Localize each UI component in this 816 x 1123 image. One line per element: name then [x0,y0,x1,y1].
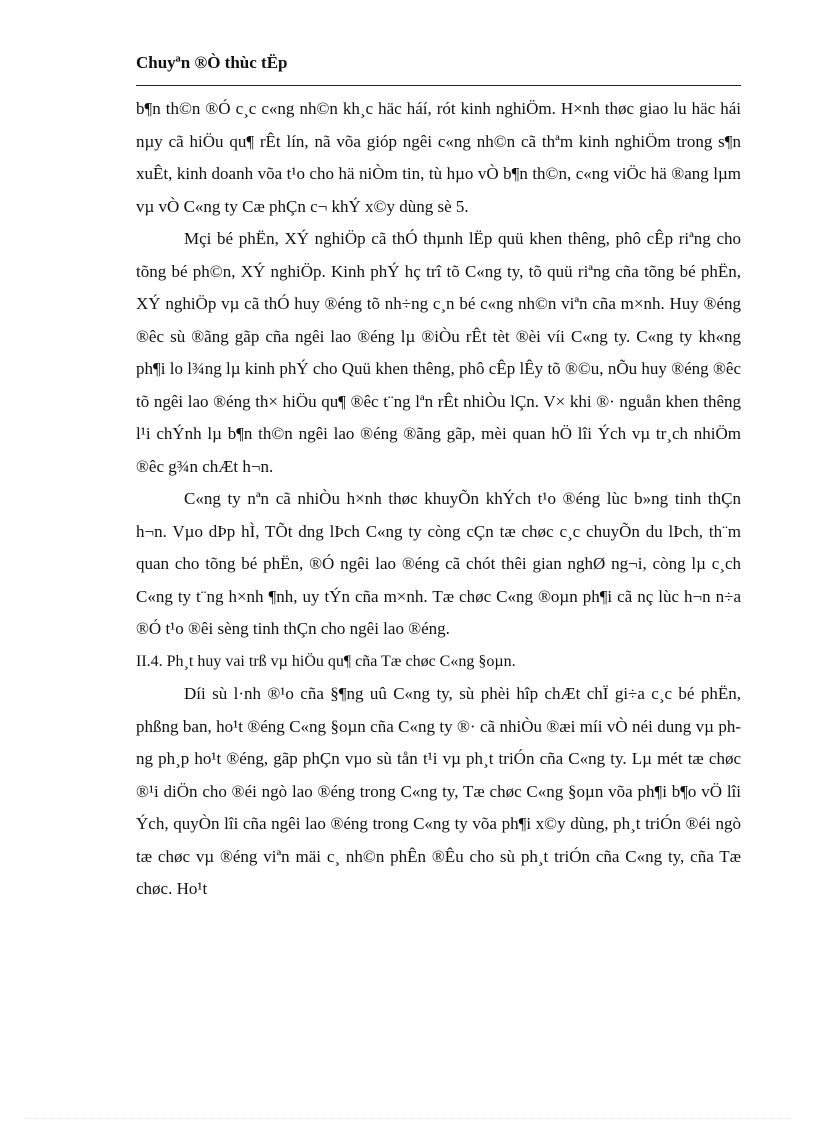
paragraph-2: Mçi bé phËn, XÝ nghiÖp cã thÓ thµnh lËp quü khen thêng, phô cÊp riªng cho tõng bé ph©n, XÝ nghiÖp. Kinh phÝ hç trî tõ C«ng ty, tõ quü riªng cña tõng bé phËn, XÝ nghiÖp vµ cã thÓ huy ®éng tõ nh÷ng c¸n bé c«ng nh©n viªn cña m×nh. Huy ®éng ®êc sù ®ãng gãp cña ngêi lao ®éng lµ ®iÒu rÊt tèt ®èi víi C«ng ty. C«ng ty kh«ng ph¶i lo l¾ng lµ kinh phÝ cho Quü khen thêng, phô cÊp lÊy tõ ®©u, nÕu huy ®éng ®êc tõ ngêi lao ®éng th× hiÖu qu¶ ®êc t¨ng lªn rÊt nhiÒu lÇn. V× khi ®· nguån khen thêng l¹i chÝnh lµ b¶n th©n ngêi lao ®éng ®ãng gãp, mèi quan hÖ lîi Ých vµ tr¸ch nhiÖm ®êc g¾n chÆt h¬n. [136,229,741,476]
header-divider [136,85,741,86]
paragraph-4: Díi sù l·nh ®¹o cña §¶ng uû C«ng ty, sù phèi hîp chÆt chÏ gi÷a c¸c bé phËn, phßng ban, ho¹t ®éng C«ng §oµn cña C«ng ty ®· cã nhiÒu ®æi míi vÒ néi dung vµ phng ph¸p ho¹t ®éng, gãp phÇn vµo sù tån t¹i vµ ph¸t triÓn cña C«ng ty. Lµ mét tæ chøc ®¹i diÖn cho ®éi ngò lao ®éng trong C«ng ty, Tæ chøc C«ng §oµn võa ph¶i b¶o vÖ lîi Ých, quyÒn lîi cña ngêi lao ®éng trong C«ng ty võa ph¶i x©y dùng, ph¸t triÓn ®éi ngò tæ chøc vµ ®éng viªn mäi c¸ nh©n phÊn ®Êu cho sù ph¸t triÓn cña C«ng ty, cña Tæ chøc. Ho¹t [136,684,741,898]
page-bottom-border [24,1118,792,1119]
section-heading: II.4. Ph¸t huy vai trß vµ hiÖu qu¶ cña Tæ chøc C«ng §oµn. [136,652,516,670]
document-body [136,93,741,906]
paragraph-3: C«ng ty nªn cã nhiÒu h×nh thøc khuyÕn khÝch t¹o ®éng lùc b»ng tinh thÇn h¬n. Vµo dÞp hÌ, TÕt dng lÞch C«ng ty còng cÇn tæ chøc c¸c chuyÕn du lÞch, th¨m quan cho tõng bé phËn, ®Ó ngêi lao ®éng cã chót thêi gian nghØ ng¬i, còng lµ c¸ch C«ng ty t¨ng h×nh ¶nh, uy tÝn cña m×nh. Tæ chøc C«ng ®oµn ph¶i cã nç lùc h¬n n÷a ®Ó t¹o ®êi sèng tinh thÇn cho ngêi lao ®éng. [136,489,741,638]
page-header-title: Chuyªn ®Ò thùc tËp [136,53,288,72]
paragraph-1: b¶n th©n ®Ó c¸c c«ng nh©n kh¸c häc háí, rót kinh nghiÖm. H×nh thøc giao lu häc hái nµy cã hiÖu qu¶ rÊt lín, nã võa gióp ngêi c«ng nh©n cã thªm kinh nghiÖm trong s¶n xuÊt, kinh doanh võa t¹o cho hä niÒm tin, tù hµo vÒ b¶n th©n, c«ng viÖc hä ®ang lµm vµ vÒ C«ng ty Cæ phÇn c¬ khÝ x©y dùng sè 5. [136,99,741,216]
